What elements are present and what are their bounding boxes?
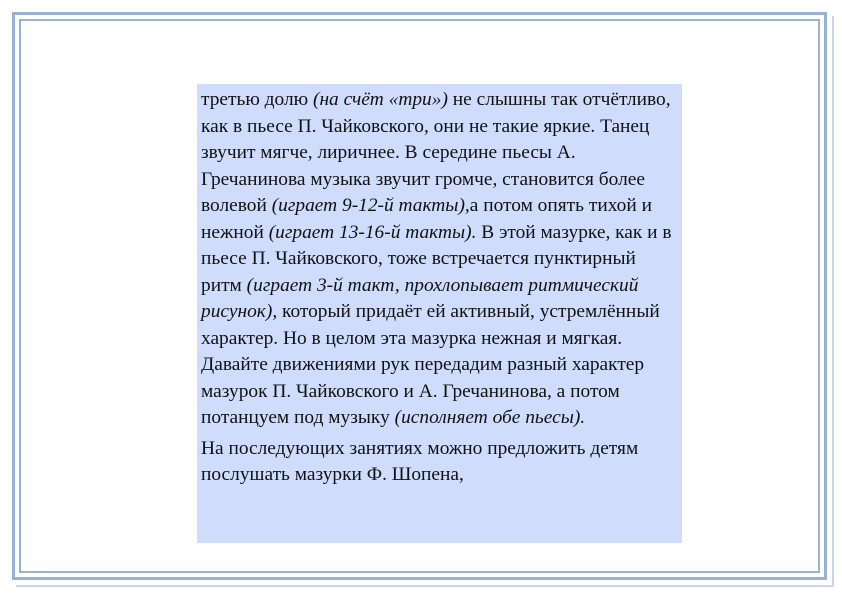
italic-note: (исполняет обе пьесы). xyxy=(394,407,586,428)
italic-note: (играет 3-й такт, прохлопывает ритмический рисунок), xyxy=(201,274,639,322)
text-run: а потом опять тихой и нежной xyxy=(201,195,652,243)
italic-note: (играет 9-12-й такты), xyxy=(271,195,470,216)
text-box xyxy=(197,84,682,543)
italic-note: (играет 13-16-й такты). xyxy=(268,221,477,243)
text-run: который придаёт ей активный, устремлённый характер. Но в целом эта мазурка нежная и мягкая. Давайте движениями рук передадим разный характер мазурок П. Чайковского и А. Гречанинова, а потом потанцуем под музыку xyxy=(201,301,660,428)
text-run: не слышны так отчётливо, как в пьесе П. Чайковского, они не такие яркие. Танец звучит мягче, лиричнее. В середине пьесы А. Гречанинова музыка звучит громче, становится более волевой xyxy=(201,89,671,216)
paragraph-1 xyxy=(201,87,678,432)
paragraph-2: На последующих занятиях можно предложить детям послушать мазурки Ф. Шопена, xyxy=(201,437,639,485)
italic-note: (на счёт «три») xyxy=(312,89,448,110)
text-run: третью долю xyxy=(201,89,313,110)
text-run: В этой мазурке, как и в пьесе П. Чайковского, тоже встречается пунктирный ритм xyxy=(201,221,672,296)
